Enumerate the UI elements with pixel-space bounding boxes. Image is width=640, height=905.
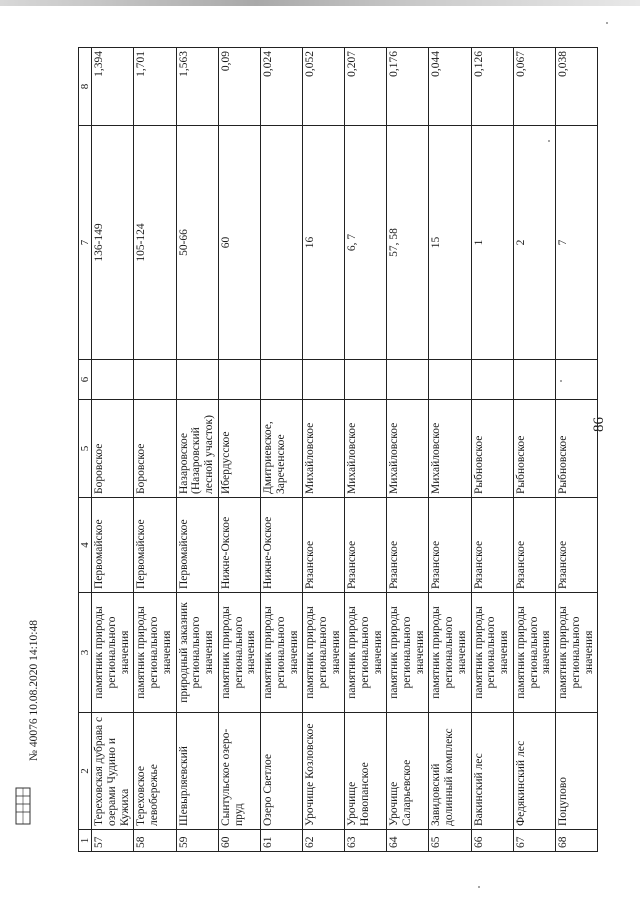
table-row xyxy=(387,48,429,852)
cell-forest-district: Рыбновское xyxy=(513,400,555,498)
table-row xyxy=(345,48,387,852)
cell-area: 1,394 xyxy=(92,48,134,126)
cell-area: 1,563 xyxy=(176,48,218,126)
cell-quarter-extra xyxy=(260,360,302,400)
cell-quarters: 50-66 xyxy=(176,126,218,360)
column-header: 1 xyxy=(79,830,92,852)
cell-forest-district: Михайловское xyxy=(387,400,429,498)
cell-site-category: памятник природы регионального значения xyxy=(387,593,429,713)
cell-forest-district: Михайловское xyxy=(429,400,471,498)
cell-site-name: Вакинский лес xyxy=(471,713,513,830)
cell-site-name: Урочище Новопанское xyxy=(345,713,387,830)
protected-areas-table xyxy=(78,47,598,852)
cell-forest-district: Дмитриевское, Зареченское xyxy=(260,400,302,498)
registration-footer xyxy=(12,556,152,856)
table-row xyxy=(218,48,260,852)
cell-site-category: памятник природы регионального значения xyxy=(429,593,471,713)
cell-forestry: Нижне-Окское xyxy=(218,498,260,593)
cell-quarters: 2 xyxy=(513,126,555,360)
table-row xyxy=(429,48,471,852)
cell-row-number: 57 xyxy=(92,830,134,852)
cell-site-name: Урочище Саларьевское xyxy=(387,713,429,830)
cell-site-name: Тереховская дубрава с озерами Чудино и Кужиха xyxy=(92,713,134,830)
cell-quarter-extra xyxy=(429,360,471,400)
cell-site-name: Сынтульское озеро-пруд xyxy=(218,713,260,830)
cell-quarters xyxy=(260,126,302,360)
cell-quarters: 15 xyxy=(429,126,471,360)
cell-row-number: 65 xyxy=(429,830,471,852)
cell-site-name: Тереховское левобережье xyxy=(134,713,176,830)
column-header: 4 xyxy=(79,498,92,593)
table-row xyxy=(471,48,513,852)
cell-area: 0,176 xyxy=(387,48,429,126)
cell-row-number: 59 xyxy=(176,830,218,852)
registration-stamp-text: № 40076 10.08.2020 14:10:48 xyxy=(28,620,40,761)
column-header: 6 xyxy=(79,360,92,400)
cell-area: 1,701 xyxy=(134,48,176,126)
cell-quarters: 60 xyxy=(218,126,260,360)
rotated-table-frame xyxy=(78,48,598,852)
cell-quarter-extra xyxy=(92,360,134,400)
cell-forestry: Рязанское xyxy=(471,498,513,593)
cell-forest-district: Боровское xyxy=(92,400,134,498)
cell-row-number: 64 xyxy=(387,830,429,852)
cell-row-number: 63 xyxy=(345,830,387,852)
cell-quarters: 1 xyxy=(471,126,513,360)
cell-area: 0,09 xyxy=(218,48,260,126)
scan-edge-shadow xyxy=(0,0,640,6)
cell-area: 0,126 xyxy=(471,48,513,126)
cell-forestry: Рязанское xyxy=(303,498,345,593)
cell-forestry: Первомайское xyxy=(176,498,218,593)
cell-forestry: Рязанское xyxy=(345,498,387,593)
cell-area: 0,038 xyxy=(555,48,597,126)
column-header: 5 xyxy=(79,400,92,498)
page-number: 86 xyxy=(591,417,607,432)
registration-stamp-icon xyxy=(12,786,34,826)
column-header: 3 xyxy=(79,593,92,713)
cell-quarter-extra xyxy=(134,360,176,400)
cell-row-number: 58 xyxy=(134,830,176,852)
cell-quarter-extra xyxy=(218,360,260,400)
table-row xyxy=(176,48,218,852)
table-row xyxy=(260,48,302,852)
cell-quarter-extra xyxy=(387,360,429,400)
cell-forest-district: Назаровское (Назаровский лесной участок) xyxy=(176,400,218,498)
cell-site-category: памятник природы регионального значения xyxy=(513,593,555,713)
cell-area: 0,207 xyxy=(345,48,387,126)
column-header: 7 xyxy=(79,126,92,360)
cell-site-name: Завидовский долинный комплекс xyxy=(429,713,471,830)
cell-site-category: памятник природы регионального значения xyxy=(92,593,134,713)
cell-quarters: 6, 7 xyxy=(345,126,387,360)
cell-area: 0,044 xyxy=(429,48,471,126)
cell-site-category: памятник природы регионального значения xyxy=(303,593,345,713)
cell-forestry: Рязанское xyxy=(429,498,471,593)
cell-quarter-extra xyxy=(176,360,218,400)
cell-site-category: памятник природы регионального значения xyxy=(218,593,260,713)
cell-quarter-extra xyxy=(345,360,387,400)
cell-site-category: памятник природы регионального значения xyxy=(134,593,176,713)
cell-site-name: Поцупово xyxy=(555,713,597,830)
cell-row-number: 67 xyxy=(513,830,555,852)
table-container xyxy=(78,48,598,852)
column-header: 2 xyxy=(79,713,92,830)
cell-site-category: памятник природы регионального значения xyxy=(471,593,513,713)
cell-area: 0,067 xyxy=(513,48,555,126)
cell-quarter-extra xyxy=(471,360,513,400)
cell-site-category: памятник природы регионального значения xyxy=(260,593,302,713)
cell-quarter-extra xyxy=(513,360,555,400)
cell-site-category: памятник природы регионального значения xyxy=(555,593,597,713)
cell-quarters: 57, 58 xyxy=(387,126,429,360)
cell-row-number: 68 xyxy=(555,830,597,852)
cell-site-name: Урочище Козловское xyxy=(303,713,345,830)
column-header: 8 xyxy=(79,48,92,126)
cell-site-name: Федякинский лес xyxy=(513,713,555,830)
cell-forestry: Нижне-Окское xyxy=(260,498,302,593)
table-row xyxy=(555,48,597,852)
cell-forest-district: Михайловское xyxy=(303,400,345,498)
cell-quarters: 136-149 xyxy=(92,126,134,360)
cell-forest-district: Боровское xyxy=(134,400,176,498)
cell-area: 0,052 xyxy=(303,48,345,126)
cell-row-number: 66 xyxy=(471,830,513,852)
cell-site-name: Шевырляевский xyxy=(176,713,218,830)
cell-site-name: Озеро Светлое xyxy=(260,713,302,830)
cell-forestry: Рязанское xyxy=(387,498,429,593)
cell-forest-district: Рыбновское xyxy=(471,400,513,498)
cell-forest-district: Рыбновское xyxy=(555,400,597,498)
cell-row-number: 60 xyxy=(218,830,260,852)
cell-site-category: природный заказник регионального значения xyxy=(176,593,218,713)
cell-quarters: 7 xyxy=(555,126,597,360)
cell-quarters: 105-124 xyxy=(134,126,176,360)
cell-forestry: Первомайское xyxy=(134,498,176,593)
cell-row-number: 62 xyxy=(303,830,345,852)
cell-quarter-extra xyxy=(303,360,345,400)
cell-forestry: Первомайское xyxy=(92,498,134,593)
cell-quarters: 16 xyxy=(303,126,345,360)
cell-site-category: памятник природы регионального значения xyxy=(345,593,387,713)
cell-row-number: 61 xyxy=(260,830,302,852)
cell-area: 0,024 xyxy=(260,48,302,126)
cell-forestry: Рязанское xyxy=(555,498,597,593)
cell-forest-district: Ибердусское xyxy=(218,400,260,498)
cell-forest-district: Михайловское xyxy=(345,400,387,498)
table-row xyxy=(303,48,345,852)
cell-forestry: Рязанское xyxy=(513,498,555,593)
table-row xyxy=(513,48,555,852)
